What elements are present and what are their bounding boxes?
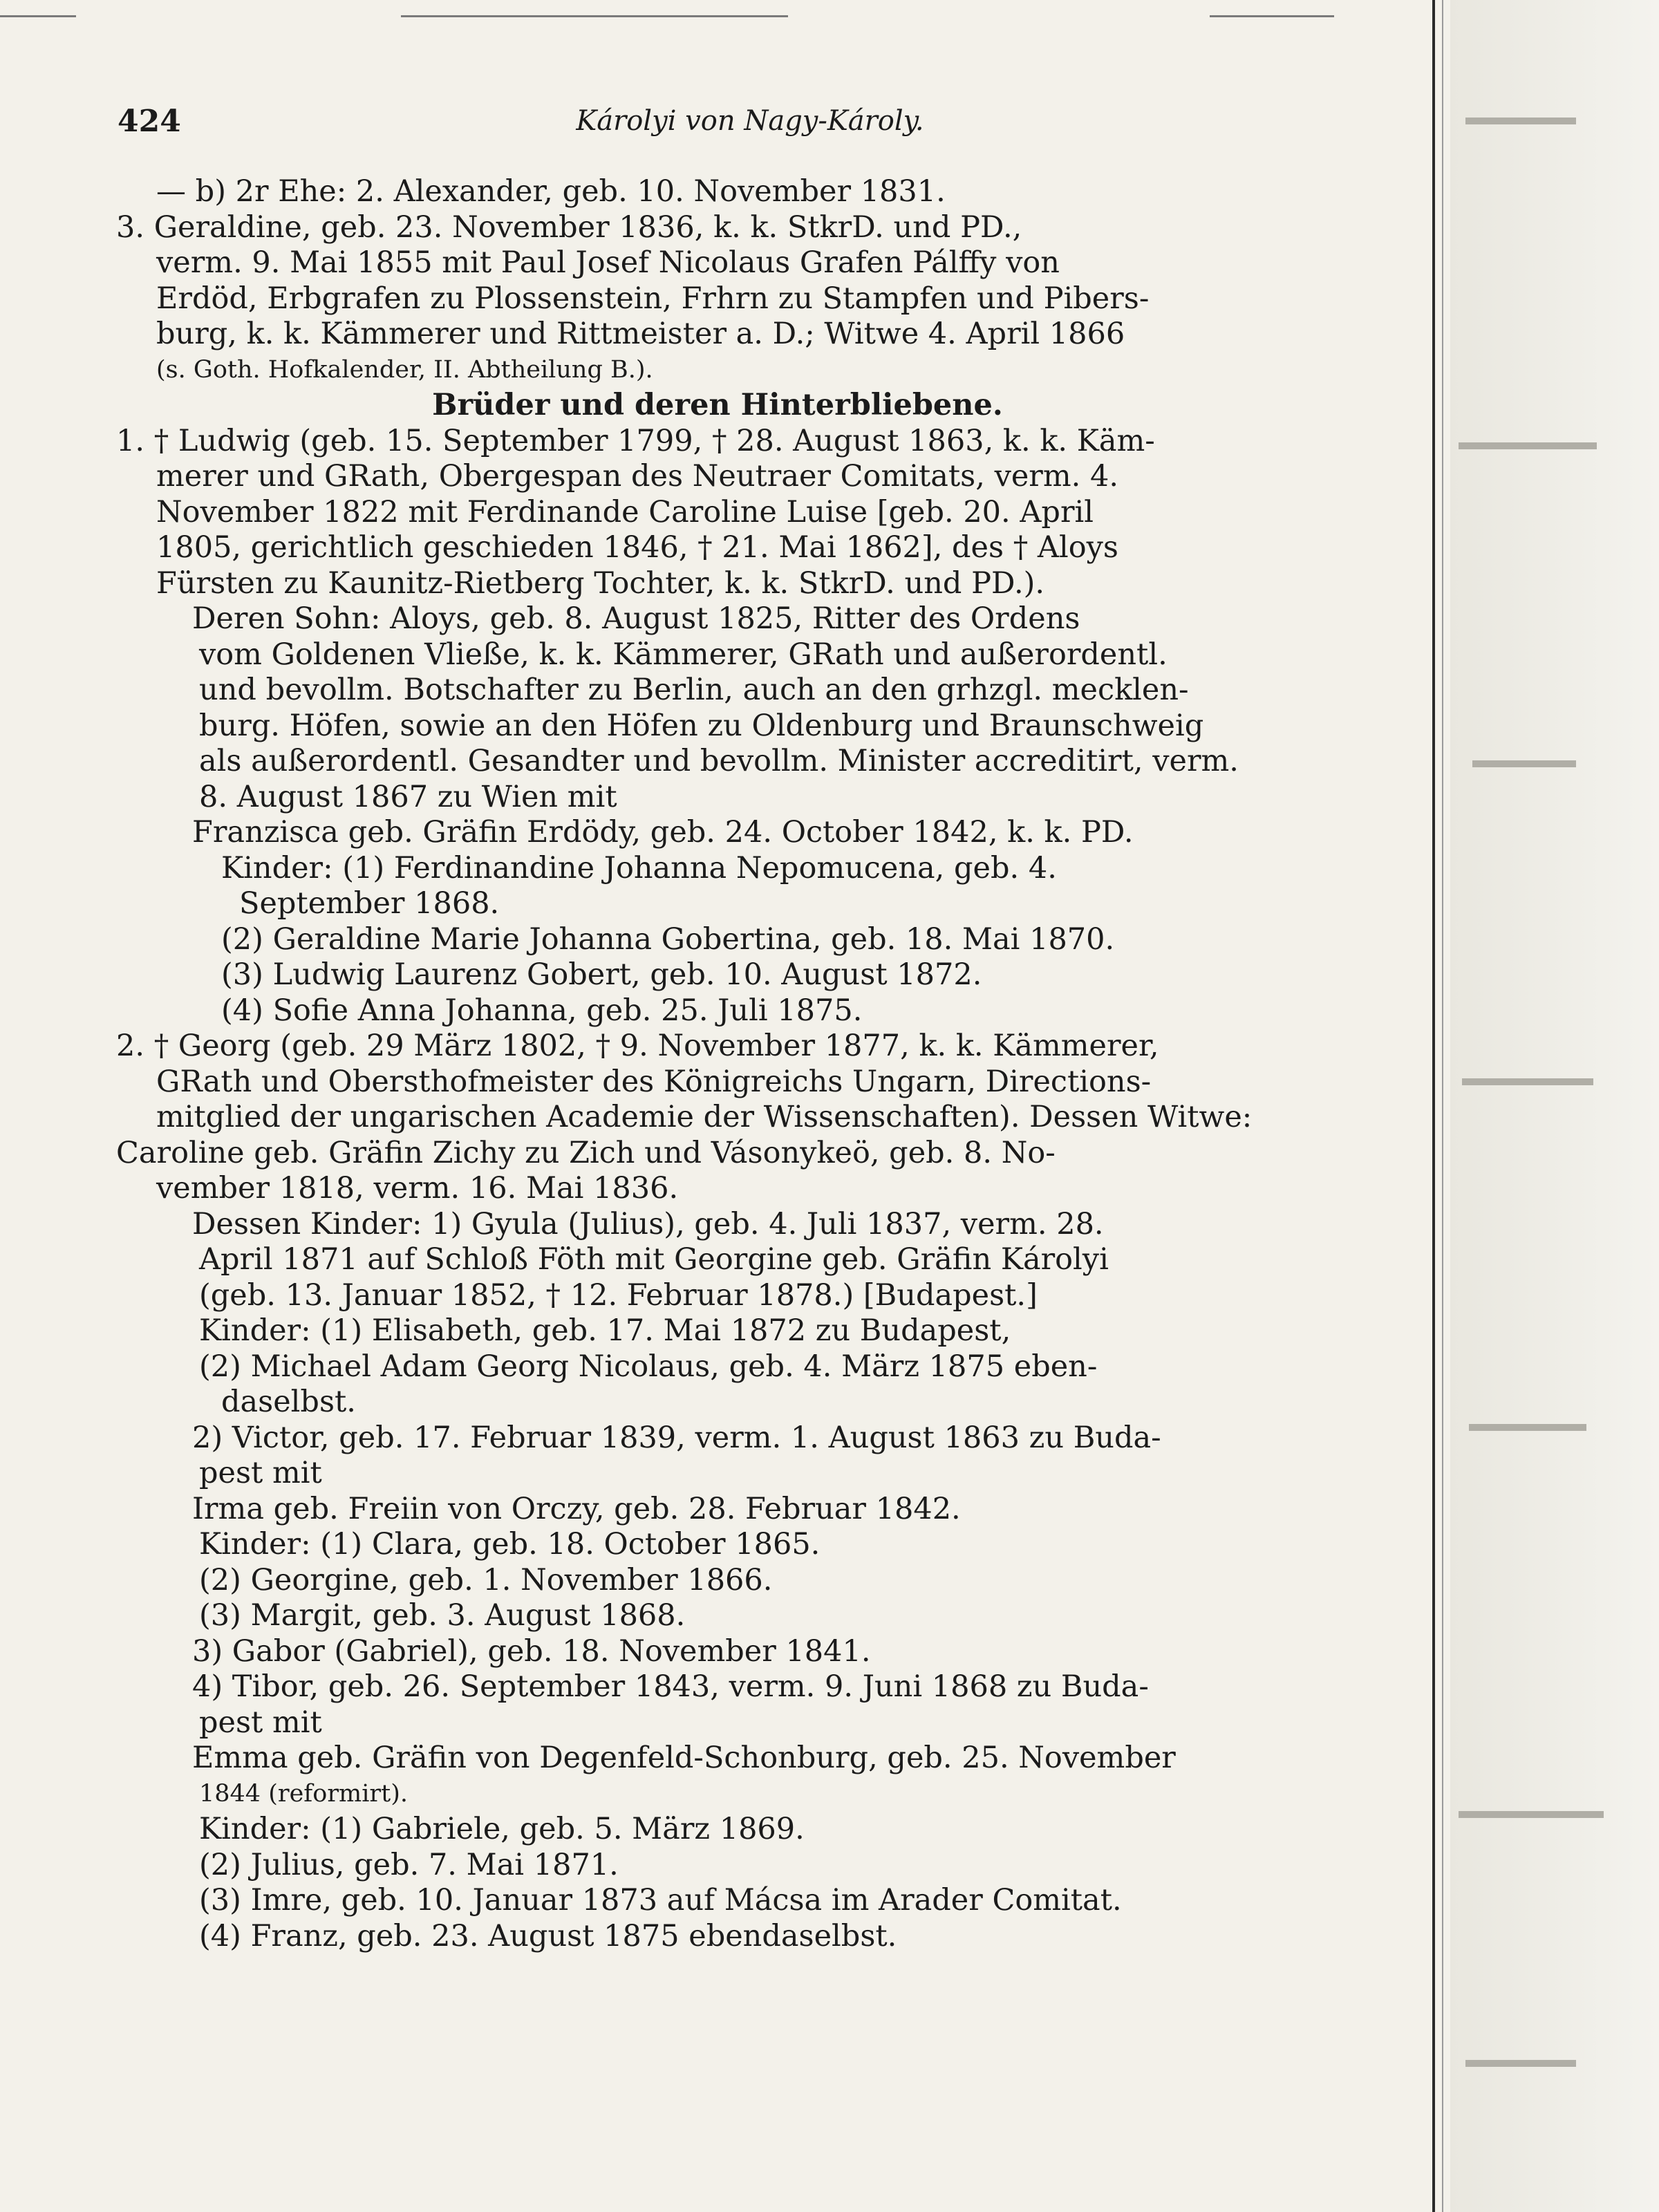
text-line: Fürsten zu Kaunitz-Rietberg Tochter, k. k. StkrD. und PD.). [156,565,1045,601]
text-line: 1. † Ludwig (geb. 15. September 1799, † 28. August 1863, k. k. Käm- [116,423,1155,458]
text-line: und bevollm. Botschafter zu Berlin, auch an den grhzgl. mecklen- [199,673,1189,707]
bleed-mark [1459,442,1597,449]
section-heading: Brüder und deren Hinterbliebene. [432,388,1003,422]
text-line: Franzisca geb. Gräfin Erdödy, geb. 24. October 1842, k. k. PD. [192,815,1134,850]
text-line: (3) Ludwig Laurenz Gobert, geb. 10. August 1872. [221,957,982,992]
text-line: November 1822 mit Ferdinande Caroline Luise [geb. 20. April [156,494,1094,529]
text-line: (2) Michael Adam Georg Nicolaus, geb. 4. März 1875 eben- [199,1349,1098,1384]
bleed-mark [1462,1078,1593,1085]
page-body [116,174,1319,1954]
text-line: Kinder: (1) Gabriele, geb. 5. März 1869. [199,1812,805,1846]
text-line: mitglied der ungarischen Academie der Wissenschaften). Dessen Witwe: [156,1100,1253,1134]
text-line: 2. † Georg (geb. 29 März 1802, † 9. November 1877, k. k. Kämmerer, [116,1029,1159,1063]
running-title: Károlyi von Nagy-Károly. [576,105,924,137]
text-line: vember 1818, verm. 16. Mai 1836. [156,1171,679,1206]
text-line: 1844 (reformirt). [199,1779,409,1808]
text-line: 3. Geraldine, geb. 23. November 1836, k. k. StkrD. und PD., [116,209,1022,245]
text-line: Dessen Kinder: 1) Gyula (Julius), geb. 4. Juli 1837, verm. 28. [192,1206,1104,1241]
text-line: Caroline geb. Gräfin Zichy zu Zich und Vásonykeö, geb. 8. No- [116,1135,1056,1170]
text-line: (s. Goth. Hofkalender, II. Abtheilung B.). [156,355,653,384]
text-line: burg, k. k. Kämmerer und Rittmeister a. D.; Witwe 4. April 1866 [156,317,1125,351]
text-line: Kinder: (1) Ferdinandine Johanna Nepomucena, geb. 4. [221,850,1057,885]
bleed-mark [1459,1811,1604,1818]
top-rule-right [1210,15,1334,17]
text-line: pest mit [199,1705,322,1740]
bleed-mark [1472,760,1576,767]
text-line: (2) Georgine, geb. 1. November 1866. [199,1562,773,1597]
page-spine-shadow [1442,0,1443,2212]
top-rule-left [0,15,76,17]
text-line: (2) Julius, geb. 7. Mai 1871. [199,1847,619,1882]
text-line: April 1871 auf Schloß Föth mit Georgine geb. Gräfin Károlyi [199,1242,1109,1277]
text-line: 1805, gerichtlich geschieden 1846, † 21. Mai 1862], des † Aloys [156,530,1118,565]
text-line: Emma geb. Gräfin von Degenfeld-Schonburg, geb. 25. November [192,1741,1176,1775]
bleed-mark [1465,118,1576,124]
text-line: pest mit [199,1456,322,1490]
text-line: 4) Tibor, geb. 26. September 1843, verm. 9. Juni 1868 zu Buda- [192,1669,1149,1704]
text-line: 3) Gabor (Gabriel), geb. 18. November 1841. [192,1633,871,1669]
text-line: (4) Sofie Anna Johanna, geb. 25. Juli 1875. [221,993,863,1028]
text-line: verm. 9. Mai 1855 mit Paul Josef Nicolaus Grafen Pálffy von [156,245,1060,280]
text-line: (4) Franz, geb. 23. August 1875 ebendaselbst. [199,1918,897,1953]
text-line: merer und GRath, Obergespan des Neutraer Comitats, verm. 4. [156,459,1118,494]
bleed-mark [1469,1424,1586,1431]
text-line: vom Goldenen Vließe, k. k. Kämmerer, GRath und außerordentl. [199,637,1168,672]
top-rule-middle [401,15,788,17]
page-header [118,104,1382,145]
text-line: (2) Geraldine Marie Johanna Gobertina, geb. 18. Mai 1870. [221,921,1115,957]
text-line: Kinder: (1) Clara, geb. 18. October 1865. [199,1527,821,1562]
adjacent-page-bleed [1450,0,1659,2212]
text-line: als außerordentl. Gesandter und bevollm. Minister accreditirt, verm. [199,744,1239,778]
text-line: daselbst. [221,1385,356,1419]
text-line: (3) Margit, geb. 3. August 1868. [199,1598,686,1633]
text-line: Erdöd, Erbgrafen zu Plossenstein, Frhrn zu Stampfen und Pibers- [156,281,1150,316]
text-line: Irma geb. Freiin von Orczy, geb. 28. Februar 1842. [192,1491,961,1526]
text-line: 2) Victor, geb. 17. Februar 1839, verm. 1. August 1863 zu Buda- [192,1420,1161,1455]
bleed-mark [1465,2060,1576,2067]
page-number: 424 [118,104,181,139]
text-line: Deren Sohn: Aloys, geb. 8. August 1825, Ritter des Ordens [192,601,1080,636]
page-spine [1432,0,1435,2212]
text-line: GRath und Obersthofmeister des Königreichs Ungarn, Directions- [156,1064,1152,1099]
text-line: — b) 2r Ehe: 2. Alexander, geb. 10. November 1831. [156,174,946,209]
text-line: Kinder: (1) Elisabeth, geb. 17. Mai 1872 zu Budapest, [199,1313,1011,1348]
text-line: (geb. 13. Januar 1852, † 12. Februar 1878.) [Budapest.] [199,1277,1038,1313]
text-line: 8. August 1867 zu Wien mit [199,779,617,814]
text-line: September 1868. [239,886,500,921]
text-line: burg. Höfen, sowie an den Höfen zu Oldenburg und Braunschweig [199,708,1204,743]
text-line: (3) Imre, geb. 10. Januar 1873 auf Mácsa im Arader Comitat. [199,1883,1122,1918]
